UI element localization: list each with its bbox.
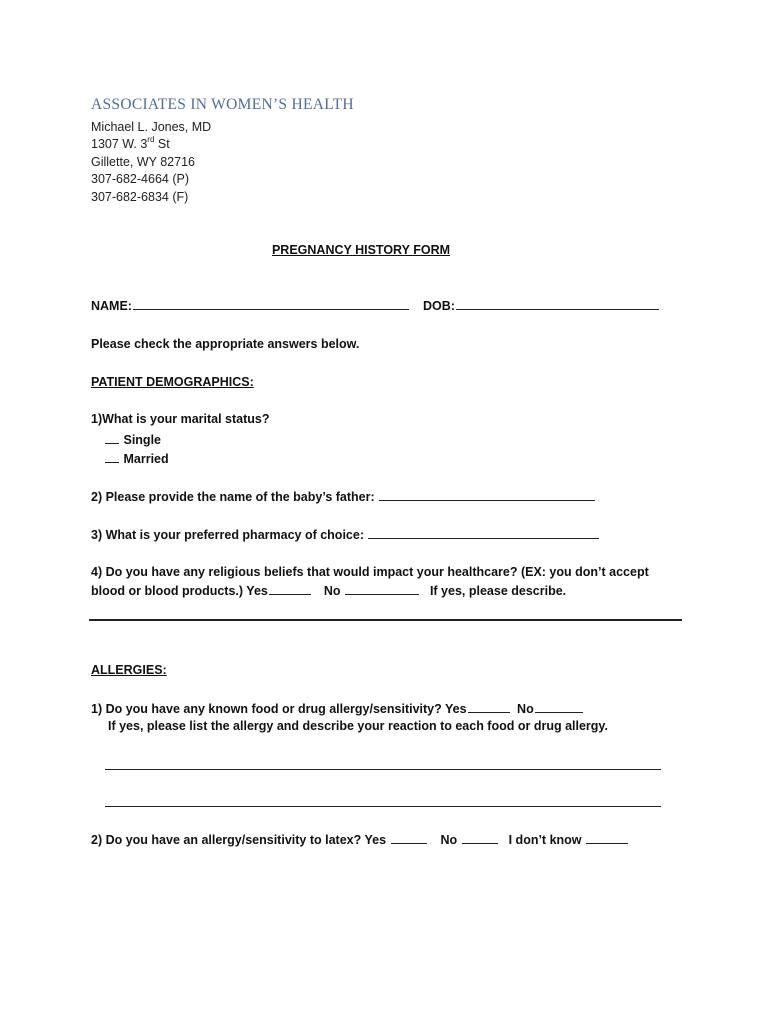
latex-allergy-question: 2) Do you have an allergy/sensitivity to latex? Yes No I don’t know [91,831,629,849]
pharmacy-field[interactable] [368,526,599,539]
dob-field[interactable] [456,297,659,310]
pharmacy-question: 3) What is your preferred pharmacy of choice: [91,526,600,544]
latex-dont-know-field[interactable] [586,831,628,844]
baby-father-field[interactable] [379,488,595,501]
street-address: 1307 W. 3rd St [91,134,170,151]
allergy-detail-line-1[interactable] [105,769,661,770]
option-single[interactable] [104,431,161,449]
baby-father-question: 2) Please provide the name of the baby’s father: [91,488,596,506]
allergy-detail-line-2[interactable] [105,806,661,807]
option-married[interactable] [104,450,169,468]
marital-status-question: 1)What is your marital status? [91,412,270,426]
practice-name: ASSOCIATES IN WOMEN’S HEALTH [91,96,354,113]
dob-label: DOB: [422,299,455,313]
religious-beliefs-question-line1: 4) Do you have any religious beliefs that would impact your healthcare? (EX: you don’t accept [91,565,649,579]
food-drug-no-field[interactable] [535,700,583,713]
married-checkbox[interactable] [105,450,119,463]
single-label: Single [123,433,161,447]
latex-yes-field[interactable] [391,831,427,844]
food-drug-allergy-followup: If yes, please list the allergy and describe your reaction to each food or drug allergy. [108,719,608,733]
religious-describe-field[interactable] [89,619,682,621]
city-state-zip: Gillette, WY 82716 [91,155,195,169]
allergies-heading: ALLERGIES: [91,663,167,677]
religious-beliefs-question-line2: blood or blood products.) Yes No If yes, please describe. [91,584,567,598]
religious-no-field[interactable] [345,582,419,595]
religious-yes-field[interactable] [269,582,311,595]
instruction-text: Please check the appropriate answers below. [91,337,360,351]
phone-number: 307-682-4664 (P) [91,172,189,186]
demographics-heading: PATIENT DEMOGRAPHICS: [91,375,254,389]
single-checkbox[interactable] [105,431,119,444]
name-dob-row [91,297,660,315]
food-drug-allergy-question: 1) Do you have any known food or drug allergy/sensitivity? Yes No [91,700,584,718]
form-title: PREGNANCY HISTORY FORM [271,243,451,257]
doctor-name: Michael L. Jones, MD [91,120,212,134]
fax-number: 307-682-6834 (F) [91,190,189,204]
latex-no-field[interactable] [462,831,498,844]
name-field[interactable] [133,297,409,310]
name-label: NAME: [91,299,132,313]
married-label: Married [123,452,169,466]
food-drug-yes-field[interactable] [468,700,510,713]
